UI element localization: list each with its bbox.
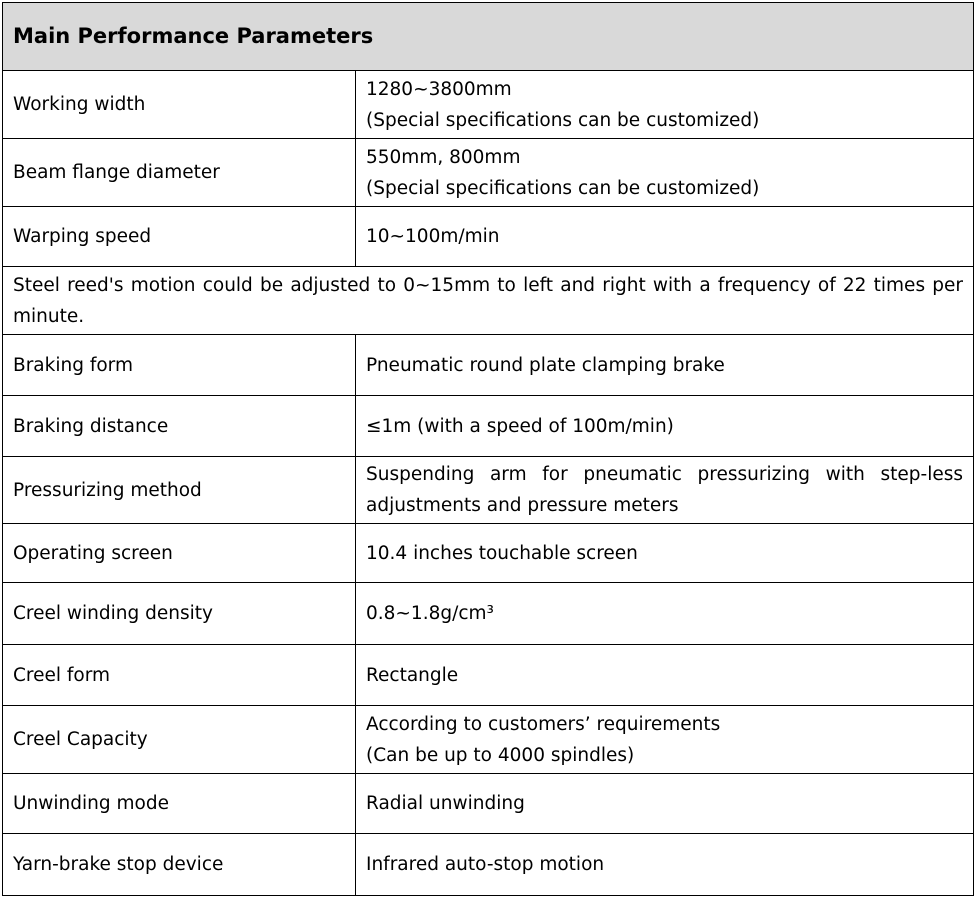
row-value	[356, 524, 974, 583]
table-row	[3, 335, 974, 396]
table-row	[3, 207, 974, 267]
value-line: 1280~3800mm	[366, 78, 512, 100]
value-line: According to customers’ requirements	[366, 713, 721, 735]
row-label: Yarn-brake stop device	[3, 834, 356, 896]
row-label: Warping speed	[3, 207, 356, 267]
row-value: Suspending arm for pneumatic pressurizing with step-less adjustments and pressure meters	[356, 457, 974, 524]
value-line: 0.8~1.8g/cm³	[366, 603, 494, 624]
table-row-note	[3, 267, 974, 335]
row-value	[356, 645, 974, 706]
value-line: Radial unwinding	[366, 793, 525, 814]
value-line: (Special specifications can be customized)	[366, 177, 760, 199]
row-label: Pressurizing method	[3, 457, 356, 524]
value-line: (Special specifications can be customized)	[366, 109, 760, 131]
table-row	[3, 396, 974, 457]
table-row	[3, 139, 974, 207]
table-row	[3, 834, 974, 896]
row-label: Working width	[3, 71, 356, 139]
row-value	[356, 774, 974, 834]
row-value	[356, 583, 974, 645]
row-value	[356, 71, 974, 139]
value-line: 10~100m/min	[366, 226, 500, 247]
table-row	[3, 706, 974, 774]
table-row	[3, 583, 974, 645]
value-line: Rectangle	[366, 664, 459, 686]
row-value	[356, 834, 974, 896]
value-line: 550mm, 800mm	[366, 146, 521, 168]
value-line: Infrared auto-stop motion	[366, 854, 605, 875]
row-label: Braking form	[3, 335, 356, 396]
table-row	[3, 645, 974, 706]
row-value	[356, 706, 974, 774]
table-row	[3, 457, 974, 524]
value-line: ≤1m (with a speed of 100m/min)	[366, 415, 674, 437]
value-line: (Can be up to 4000 spindles)	[366, 744, 635, 766]
row-label: Beam flange diameter	[3, 139, 356, 207]
performance-parameters-table	[2, 2, 974, 896]
table-title: Main Performance Parameters	[3, 3, 974, 71]
table-row	[3, 71, 974, 139]
row-value	[356, 335, 974, 396]
table-row	[3, 774, 974, 834]
row-label: Creel form	[3, 645, 356, 706]
table-header-row	[3, 3, 974, 71]
row-label: Unwinding mode	[3, 774, 356, 834]
table-row	[3, 524, 974, 583]
row-label: Creel Capacity	[3, 706, 356, 774]
row-label: Operating screen	[3, 524, 356, 583]
reed-motion-note: Steel reed's motion could be adjusted to 0~15mm to left and right with a frequency of 22 times per minute.	[3, 267, 974, 335]
value-line: 10.4 inches touchable screen	[366, 542, 638, 564]
row-label: Braking distance	[3, 396, 356, 457]
row-label: Creel winding density	[3, 583, 356, 645]
value-line: Pneumatic round plate clamping brake	[366, 354, 725, 376]
row-value	[356, 139, 974, 207]
row-value	[356, 396, 974, 457]
row-value	[356, 207, 974, 267]
